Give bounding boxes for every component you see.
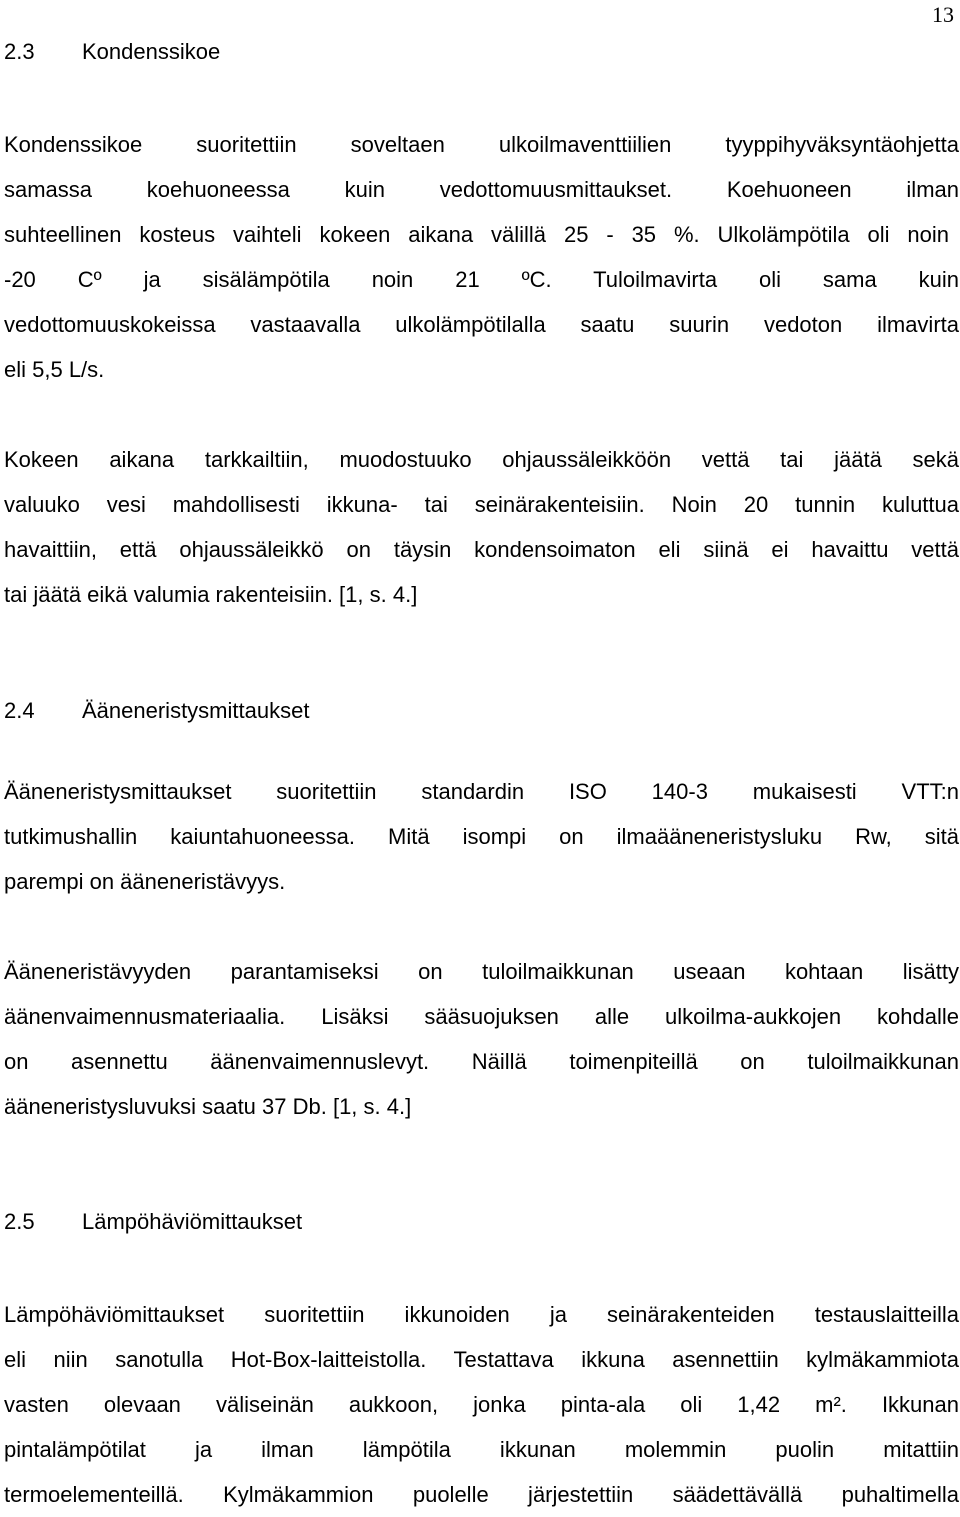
text-line: Kondenssikoe suoritettiin soveltaen ulkoilmaventtiilien tyyppihyväksyntäohjetta — [4, 132, 959, 157]
text-line: ääneneristysluvuksi saatu 37 Db. [1, s. 4.] — [4, 1094, 412, 1119]
section-title: Kondenssikoe — [82, 39, 221, 64]
text-line: eli niin sanotulla Hot-Box-laitteistolla. Testattava ikkuna asennettiin kylmäkammiota — [4, 1347, 959, 1372]
text-line: Lämpöhäviömittaukset suoritettiin ikkunoiden ja seinärakenteiden testauslaitteilla — [4, 1302, 959, 1327]
paragraph — [4, 769, 959, 904]
text-line: tai jäätä eikä valumia rakenteisiin. [1, s. 4.] — [4, 582, 418, 607]
text-line: eli 5,5 L/s. — [4, 357, 105, 382]
text-line: valuuko vesi mahdollisesti ikkuna- tai seinärakenteisiin. Noin 20 tunnin kuluttua — [4, 492, 959, 517]
paragraph — [4, 122, 959, 392]
section-heading-2-4 — [4, 698, 309, 724]
section-title: Ääneneristysmittaukset — [82, 698, 310, 723]
text-line: -20 Cº ja sisälämpötila noin 21 ºC. Tuloilmavirta oli sama kuin — [4, 267, 959, 292]
text-line: on asennettu äänenvaimennuslevyt. Näillä toimenpiteillä on tuloilmaikkunan — [4, 1049, 959, 1074]
text-line: parempi on ääneneristävyys. — [4, 869, 286, 894]
paragraph — [4, 949, 959, 1129]
page-number: 13 — [932, 2, 954, 27]
paragraph — [4, 1292, 959, 1517]
text-line: tutkimushallin kaiuntahuoneessa. Mitä isompi on ilmaääneneristysluku Rw, sitä — [4, 824, 959, 849]
text-line: pintalämpötilat ja ilman lämpötila ikkunan molemmin puolin mitattiin — [4, 1437, 959, 1462]
text-line: äänenvaimennusmateriaalia. Lisäksi sääsuojuksen alle ulkoilma-aukkojen kohdalle — [4, 1004, 959, 1029]
text-line: Ääneneristysmittaukset suoritettiin standardin ISO 140-3 mukaisesti VTT:n — [4, 779, 959, 804]
text-line: vedottomuuskokeissa vastaavalla ulkolämpötilalla saatu suurin vedoton ilmavirta — [4, 312, 959, 337]
paragraph — [4, 437, 959, 617]
section-heading-2-5 — [4, 1209, 302, 1235]
text-line: suhteellinen kosteus vaihteli kokeen aikana välillä 25 - 35 %. Ulkolämpötila oli noin — [4, 222, 949, 247]
text-line: samassa koehuoneessa kuin vedottomuusmittaukset. Koehuoneen ilman — [4, 177, 959, 202]
section-number: 2.3 — [4, 39, 35, 64]
section-title: Lämpöhäviömittaukset — [82, 1209, 303, 1234]
section-number: 2.5 — [4, 1209, 35, 1234]
section-heading-2-3 — [4, 39, 220, 65]
text-line: Ääneneristävyyden parantamiseksi on tuloilmaikkunan useaan kohtaan lisätty — [4, 959, 959, 984]
text-line: havaittiin, että ohjaussäleikkö on täysin kondensoimaton eli siinä ei havaittu vettä — [4, 537, 959, 562]
text-line: Kokeen aikana tarkkailtiin, muodostuuko ohjaussäleikköön vettä tai jäätä sekä — [4, 447, 959, 472]
text-line: vasten olevaan väliseinän aukkoon, jonka pinta-ala oli 1,42 m². Ikkunan — [4, 1392, 959, 1417]
section-number: 2.4 — [4, 698, 35, 723]
text-line: termoelementeillä. Kylmäkammion puolelle järjestettiin säädettävällä puhaltimella — [4, 1482, 959, 1507]
